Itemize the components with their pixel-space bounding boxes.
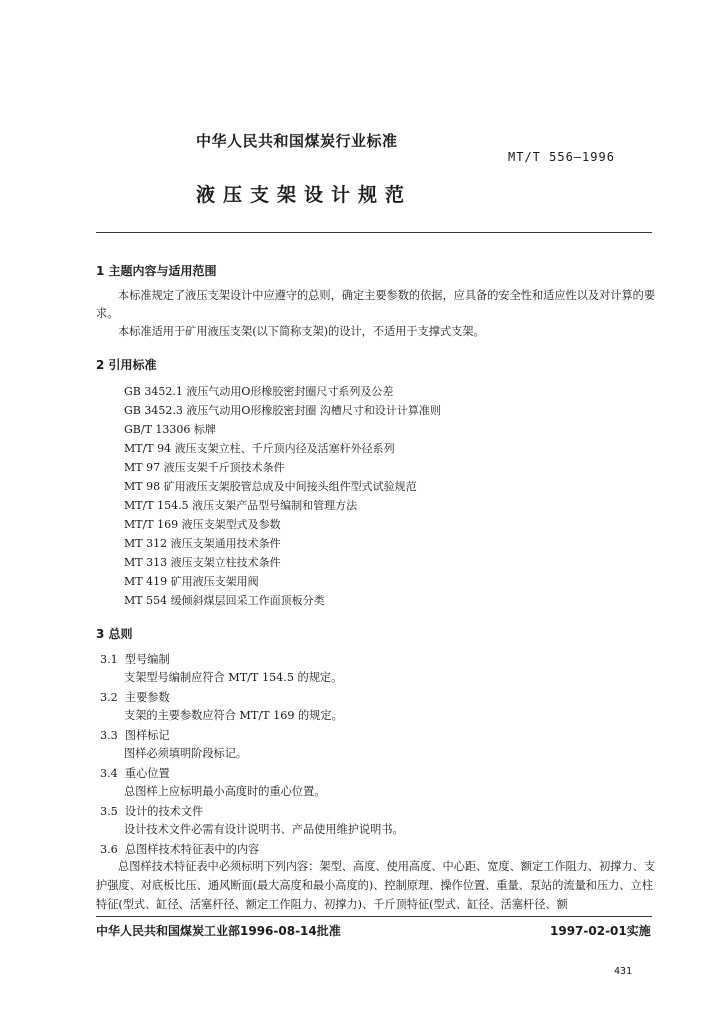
document-title: 液压支架设计规范 bbox=[196, 184, 413, 206]
clause-3-3-title bbox=[100, 727, 170, 743]
reference-item: MT 554 缓倾斜煤层回采工作面顶板分类 bbox=[124, 594, 325, 607]
clause-3-6-text: 总图样技术特征表中必须标明下列内容：架型、高度、使用高度、中心距、宽度、额定工作阻力、初撑力、支护强度、对底板比压、通风断面(最大高度和最小高度的)、控制原理、操作位置、重量、泵站的流量和压力、立柱特征(型式、缸径、活塞杆径、额定工作阻力、初撑力)、千斤顶特征(型式、缸径、活塞杆径、额 bbox=[96, 860, 656, 911]
reference-item: MT 313 液压支架立柱技术条件 bbox=[124, 556, 281, 569]
clause-title: 重心位置 bbox=[124, 767, 170, 780]
reference-item: MT 98 矿用液压支架胶管总成及中间接头组件型式试验规范 bbox=[124, 480, 417, 493]
clause-3-3-text: 图样必须填明阶段标记。 bbox=[124, 747, 248, 760]
clause-title: 主要参数 bbox=[124, 691, 170, 704]
clause-title: 型号编制 bbox=[124, 653, 170, 666]
section-1-heading: 1 主题内容与适用范围 bbox=[96, 264, 217, 278]
reference-item: GB 3452.3 液压气动用O形橡胶密封圈 沟槽尺寸和设计计算准则 bbox=[124, 404, 441, 417]
clause-number: 3.5 bbox=[100, 805, 118, 818]
reference-item: MT/T 94 液压支架立柱、千斤顶内径及活塞杆外径系列 bbox=[124, 442, 395, 455]
clause-3-6-title bbox=[100, 841, 259, 857]
clause-number: 3.2 bbox=[100, 691, 118, 704]
section-2-heading: 2 引用标准 bbox=[96, 358, 157, 372]
clause-3-1-text: 支架型号编制应符合 MT/T 154.5 的规定。 bbox=[124, 671, 343, 684]
approval-info: 中华人民共和国煤炭工业部1996-08-14批准 bbox=[96, 924, 341, 938]
clause-title: 总图样技术特征表中的内容 bbox=[124, 843, 260, 856]
section-1-paragraph-2: 本标准适用于矿用液压支架(以下简称支架)的设计，不适用于支撑式支架。 bbox=[118, 325, 485, 338]
page-number: 431 bbox=[614, 966, 633, 977]
clause-3-1-title bbox=[100, 651, 170, 667]
reference-item: MT/T 169 液压支架型式及参数 bbox=[124, 518, 281, 531]
clause-3-5-text: 设计技术文件必需有设计说明书、产品使用维护说明书。 bbox=[124, 823, 404, 836]
clause-number: 3.3 bbox=[100, 729, 118, 742]
reference-item: MT 419 矿用液压支架用阀 bbox=[124, 575, 259, 588]
clause-3-4-title bbox=[100, 765, 170, 781]
clause-3-2-title bbox=[100, 689, 170, 705]
reference-item: GB 3452.1 液压气动用O形橡胶密封圈尺寸系列及公差 bbox=[124, 385, 394, 398]
clause-3-4-text: 总图样上应标明最小高度时的重心位置。 bbox=[124, 785, 326, 798]
clause-number: 3.4 bbox=[100, 767, 118, 780]
section-1-paragraph-1: 本标准规定了液压支架设计中应遵守的总则，确定主要参数的依据，应具备的安全性和适应性以及对计算的要求。 bbox=[96, 289, 656, 320]
clause-title: 设计的技术文件 bbox=[124, 805, 204, 818]
reference-item: GB/T 13306 标牌 bbox=[124, 423, 216, 436]
clause-number: 3.6 bbox=[100, 843, 118, 856]
footer-divider bbox=[96, 916, 652, 917]
reference-item: MT 97 液压支架千斤顶技术条件 bbox=[124, 461, 285, 474]
standard-code: MT/T 556—1996 bbox=[508, 150, 615, 164]
clause-3-2-text: 支架的主要参数应符合 MT/T 169 的规定。 bbox=[124, 709, 343, 722]
clause-number: 3.1 bbox=[100, 653, 118, 666]
clause-title: 图样标记 bbox=[124, 729, 170, 742]
effective-date: 1997-02-01实施 bbox=[550, 924, 651, 938]
reference-item: MT 312 液压支架通用技术条件 bbox=[124, 537, 281, 550]
clause-3-5-title bbox=[100, 803, 203, 819]
reference-item: MT/T 154.5 液压支架产品型号编制和管理方法 bbox=[124, 499, 358, 512]
section-3-heading: 3 总则 bbox=[96, 627, 133, 641]
issuing-organization: 中华人民共和国煤炭行业标准 bbox=[196, 132, 398, 150]
header-divider bbox=[96, 232, 652, 233]
